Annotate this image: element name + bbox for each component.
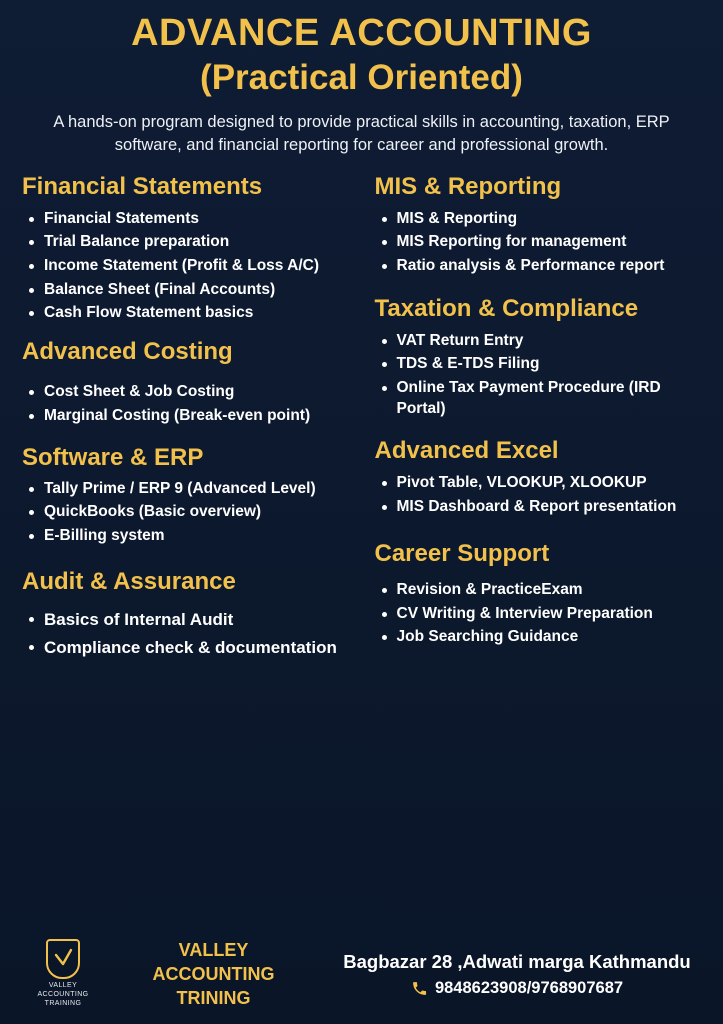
right-column [365,173,710,666]
list-item: MIS Reporting for management [375,232,710,253]
section-audit-assurance [22,568,357,660]
section-item-list [22,479,357,547]
section-item-list [375,473,710,517]
list-item: Financial Statements [22,209,357,230]
poster-header [0,0,723,157]
list-item: Pivot Table, VLOOKUP, XLOOKUP [375,473,710,494]
list-item: Income Statement (Profit & Loss A/C) [22,256,357,277]
section-title: MIS & Reporting [374,173,562,201]
section-title: Audit & Assurance [22,568,236,596]
section-item-list [375,331,710,419]
list-item: MIS & Reporting [375,209,710,230]
section-software-erp [22,444,357,546]
list-item: CV Writing & Interview Preparation [375,604,710,625]
page-title-line-2: (Practical Oriented) [200,57,523,97]
brand-name: VALLEY ACCOUNTING TRINING [152,939,275,1009]
section-financial-statements [22,173,357,323]
list-item: MIS Dashboard & Report presentation [375,497,710,518]
phone-icon [411,980,428,997]
logo-caption: VALLEY ACCOUNTING TRAINING [37,982,89,1007]
section-title: Career Support [374,539,550,567]
list-item: QuickBooks (Basic overview) [22,502,357,523]
section-item-list [375,209,710,277]
section-title: Advanced Excel [374,437,559,465]
list-item: Revision & PracticeExam [375,580,710,601]
left-column [14,173,359,666]
section-item-list [22,209,357,324]
list-item: Balance Sheet (Final Accounts) [22,280,357,301]
list-item: Cash Flow Statement basics [22,303,357,324]
list-item: Cost Sheet & Job Costing [22,382,357,403]
section-title: Advanced Costing [22,337,233,365]
section-advanced-costing [22,338,357,427]
list-item: VAT Return Entry [375,331,710,352]
phone-number: 9848623908/9768907687 [434,978,624,997]
list-item: Basics of Internal Audit [22,609,357,632]
section-item-list [375,580,710,648]
section-item-list [22,609,357,660]
poster-footer [0,928,723,1024]
list-item: Compliance check & documentation [22,637,357,660]
page-title-line-1: ADVANCE ACCOUNTING [131,12,592,54]
logo [20,939,106,1008]
address-text: Bagbazar 28 ,Adwati marga Kathmandu [343,951,691,973]
section-mis-reporting [375,173,710,276]
section-title: Financial Statements [22,173,263,201]
list-item: Online Tax Payment Procedure (IRD Portal) [375,378,710,419]
section-advanced-excel [375,437,710,518]
list-item: Tally Prime / ERP 9 (Advanced Level) [22,479,357,500]
list-item: Marginal Costing (Break-even point) [22,406,357,427]
list-item: Trial Balance preparation [22,232,357,253]
phone-row [327,979,707,998]
section-career-support [375,540,710,648]
contact-block [321,950,707,997]
list-item: E-Billing system [22,526,357,547]
syllabus-columns [0,157,723,666]
list-item: TDS & E-TDS Filing [375,354,710,375]
list-item: Job Searching Guidance [375,627,710,648]
shield-checkmark-icon [46,939,80,979]
list-item: Ratio analysis & Performance report [375,256,710,277]
page-subtitle: A hands-on program designed to provide practical skills in accounting, taxation, ERP software, and financial reporting for career and professional growth. [53,112,670,154]
section-title: Software & ERP [22,444,204,472]
section-item-list [22,382,357,426]
section-title: Taxation & Compliance [374,294,639,322]
section-taxation-compliance [375,293,710,420]
